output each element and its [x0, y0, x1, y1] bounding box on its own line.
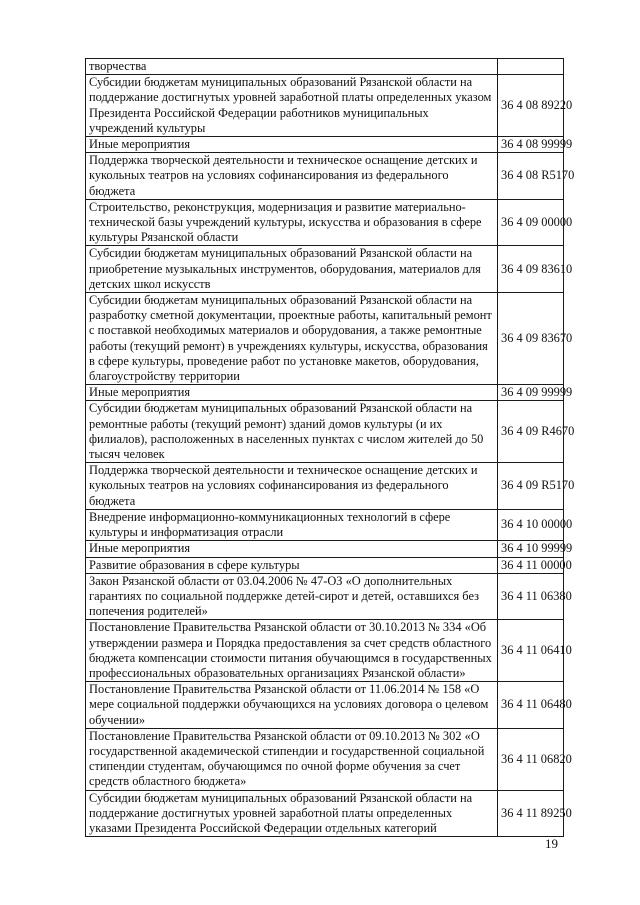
row-code: 36 4 09 R4670 [498, 401, 564, 463]
row-description: Субсидии бюджетам муниципальных образований Рязанской области на разработку сметной документации, проектные работы, капитальный ремонт с поставкой необходимых материалов и оборудования, а также ремонтные работы (текущий ремонт) в учреждениях культуры, искусства, образования в сфере культуры, проведение работ по установке макетов, оборудования, благоустройству территории [86, 293, 498, 385]
table-row [86, 620, 564, 682]
row-code: 36 4 10 00000 [498, 509, 564, 540]
table-row [86, 790, 564, 837]
table-row [86, 75, 564, 137]
row-code: 36 4 11 89250 [498, 790, 564, 837]
page-number: 19 [545, 836, 558, 851]
row-description: Внедрение информационно-коммуникационных технологий в сфере культуры и информатизация отрасли [86, 509, 498, 540]
row-description: Иные мероприятия [86, 385, 498, 401]
table-row [86, 573, 564, 620]
row-code: 36 4 11 00000 [498, 557, 564, 573]
row-code: 36 4 10 99999 [498, 541, 564, 557]
budget-classification-table [85, 58, 575, 837]
row-code: 36 4 09 99999 [498, 385, 564, 401]
row-description: Строительство, реконструкция, модернизация и развитие материально-технической базы учреждений культуры, искусства и образования в сфере культуры Рязанской области [86, 199, 498, 246]
row-code: 36 4 11 06380 [498, 573, 564, 620]
table-row [86, 557, 564, 573]
table-row [86, 509, 564, 540]
row-code: 36 4 09 83610 [498, 246, 564, 293]
table-row [86, 463, 564, 510]
row-code: 36 4 08 R5170 [498, 153, 564, 200]
table-row [86, 59, 564, 75]
table-row [86, 728, 564, 790]
row-description: Развитие образования в сфере культуры [86, 557, 498, 573]
row-description: Субсидии бюджетам муниципальных образований Рязанской области на поддержание достигнутых уровней заработной платы определенных указами Президента Российской Федерации отдельных категорий [86, 790, 498, 837]
row-description: творчества [86, 59, 498, 75]
table-row [86, 137, 564, 153]
row-description: Поддержка творческой деятельности и техническое оснащение детских и кукольных театров на условиях софинансирования из федерального бюджета [86, 153, 498, 200]
row-code: 36 4 08 89220 [498, 75, 564, 137]
row-code: 36 4 09 83670 [498, 293, 564, 385]
row-code: 36 4 11 06410 [498, 620, 564, 682]
table-row [86, 246, 564, 293]
table-row [86, 153, 564, 200]
row-description: Постановление Правительства Рязанской области от 09.10.2013 № 302 «О государственной академической стипендии и государственной социальной стипендии студентам, обучающимся по очной форме обучения за счет средств областного бюджета» [86, 728, 498, 790]
table-body [86, 59, 575, 837]
row-description: Иные мероприятия [86, 541, 498, 557]
row-description: Постановление Правительства Рязанской области от 11.06.2014 № 158 «О мере социальной поддержки обучающихся на условиях договора о целевом обучении» [86, 682, 498, 729]
row-code [498, 59, 564, 75]
table-row [86, 199, 564, 246]
row-code: 36 4 11 06820 [498, 728, 564, 790]
row-description: Иные мероприятия [86, 137, 498, 153]
row-code: 36 4 11 06480 [498, 682, 564, 729]
row-description: Субсидии бюджетам муниципальных образований Рязанской области на приобретение музыкальных инструментов, оборудования, материалов для детских школ искусств [86, 246, 498, 293]
row-description: Закон Рязанской области от 03.04.2006 № 47-ОЗ «О дополнительных гарантиях по социальной поддержке детей-сирот и детей, оставшихся без попечения родителей» [86, 573, 498, 620]
table-row [86, 682, 564, 729]
row-description: Субсидии бюджетам муниципальных образований Рязанской области на ремонтные работы (текущий ремонт) зданий домов культуры (и их филиалов), расположенных в населенных пунктах с числом жителей до 50 тысяч человек [86, 401, 498, 463]
table-row [86, 401, 564, 463]
table-row [86, 541, 564, 557]
row-description: Поддержка творческой деятельности и техническое оснащение детских и кукольных театров на условиях софинансирования из федерального бюджета [86, 463, 498, 510]
row-code: 36 4 08 99999 [498, 137, 564, 153]
row-description: Постановление Правительства Рязанской области от 30.10.2013 № 334 «Об утверждении размера и Порядка предоставления за счет средств областного бюджета компенсации стоимости питания обучающимся в государственных профессиональных образовательных организациях Рязанской области» [86, 620, 498, 682]
table-row [86, 293, 564, 385]
row-description: Субсидии бюджетам муниципальных образований Рязанской области на поддержание достигнутых уровней заработной платы определенных указом Президента Российской Федерации работников муниципальных учреждений культуры [86, 75, 498, 137]
row-code: 36 4 09 00000 [498, 199, 564, 246]
row-code: 36 4 09 R5170 [498, 463, 564, 510]
table-row [86, 385, 564, 401]
